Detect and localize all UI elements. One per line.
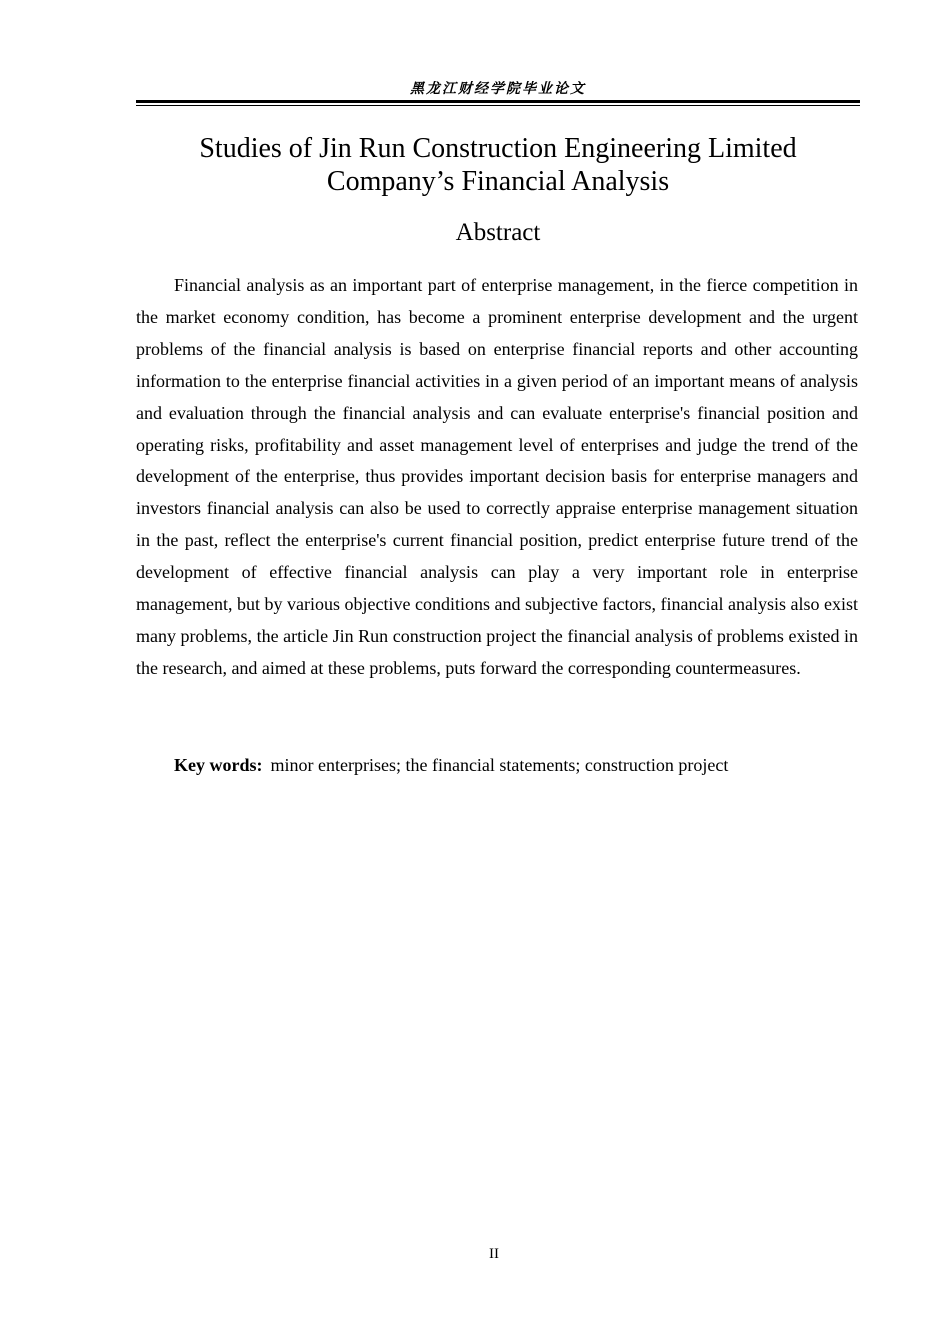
keywords-line — [174, 750, 728, 780]
keywords-label: Key words: — [174, 755, 263, 775]
keywords-value: minor enterprises; the financial statements; construction project — [270, 755, 729, 775]
page-number: II — [489, 1246, 499, 1262]
header-rule-thick — [136, 100, 860, 103]
header-rule-thin — [136, 105, 860, 106]
abstract-heading: Abstract — [455, 219, 541, 246]
running-header: 黑龙江财经学院毕业论文 — [410, 81, 586, 97]
paper-title-line-2: Company’s Financial Analysis — [326, 166, 670, 197]
abstract-body: Financial analysis as an important part of enterprise management, in the fierce competition in the market economy condition, has become a prominent enterprise development and the urgent problems of the financial analysis is based on enterprise financial reports and other accounting information to the enterprise financial activities in a given period of an important means of analysis and evaluation through the financial analysis and can evaluate enterprise's financial position and operating risks, profitability and asset management level of enterprises and judge the trend of the development of the enterprise, thus provides important decision basis for enterprise managers and investors financial analysis can also be used to correctly appraise enterprise management situation in the past, reflect the enterprise's current financial position, predict enterprise future trend of the development of effective financial analysis can play a very important role in enterprise management, but by various objective conditions and subjective factors, financial analysis also exist many problems, the article Jin Run construction project the financial analysis of problems existed in the research, and aimed at these problems, puts forward the corresponding countermeasures. — [136, 275, 858, 678]
paper-title — [136, 132, 860, 198]
paper-title-line-1: Studies of Jin Run Construction Engineering Limited — [199, 133, 797, 164]
